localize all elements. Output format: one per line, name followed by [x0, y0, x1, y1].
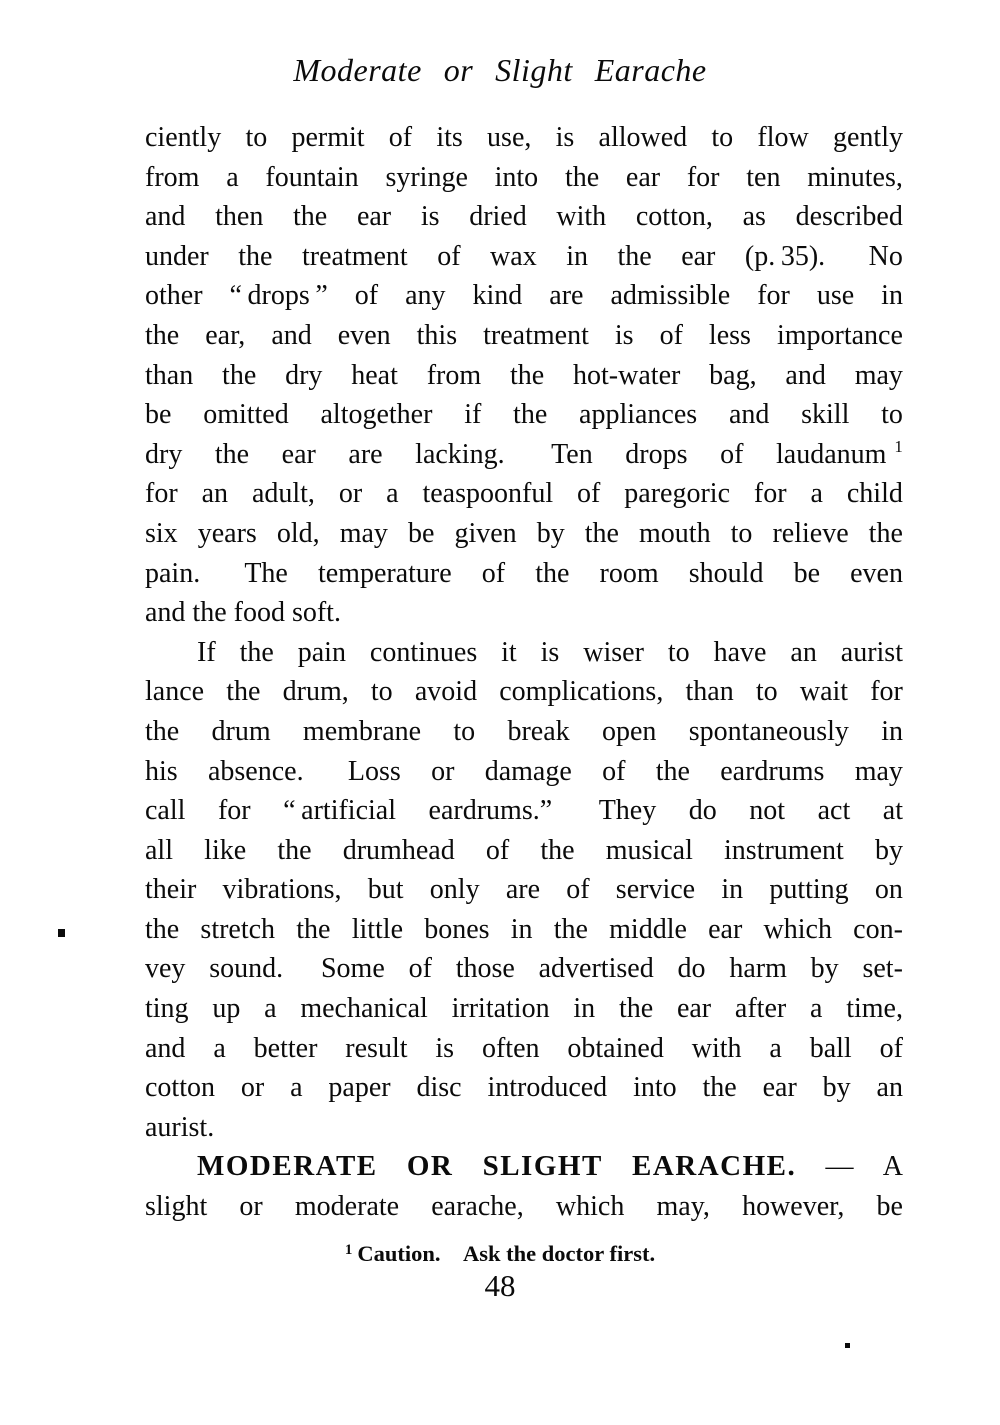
word: a	[810, 478, 823, 510]
word: EARACHE.	[632, 1150, 797, 1183]
word: by	[874, 834, 903, 866]
word: con-	[853, 913, 903, 945]
word: to	[881, 399, 903, 431]
word: six	[145, 517, 178, 549]
footnote	[0, 1241, 1000, 1267]
word: in	[721, 874, 744, 906]
word: “ drops ”	[229, 280, 328, 312]
word: in	[573, 993, 596, 1025]
text-line: aurist.	[145, 1111, 215, 1143]
word: the	[222, 359, 257, 391]
word: moderate	[294, 1191, 400, 1223]
word: is	[614, 319, 634, 351]
word: even	[850, 557, 903, 589]
text-line	[145, 672, 903, 712]
word: by	[536, 517, 565, 549]
word: temperature	[317, 557, 452, 589]
word: which	[763, 913, 832, 945]
running-head: Moderate or Slight Earache	[293, 52, 707, 88]
word: the	[535, 557, 570, 589]
word: their	[145, 874, 197, 906]
word: the	[238, 240, 273, 272]
word: a	[809, 993, 823, 1025]
word: harm	[729, 953, 787, 985]
word: heat	[351, 359, 398, 391]
word: ten	[746, 161, 781, 193]
text-line	[145, 752, 903, 792]
word: of	[602, 755, 626, 787]
word: to	[667, 636, 690, 668]
word: from	[426, 359, 482, 391]
word: spontaneously	[688, 715, 849, 747]
word: hot-water	[573, 359, 681, 391]
footnote-marker: 1	[344, 1242, 353, 1258]
word: wax	[490, 240, 537, 272]
word: a	[290, 1072, 303, 1104]
word: be	[145, 399, 172, 431]
word: all	[145, 834, 173, 866]
word: MODERATE	[197, 1150, 378, 1183]
word: it	[501, 636, 517, 668]
text-line: and the food soft.	[145, 597, 341, 629]
word: ear,	[205, 319, 246, 351]
word: ball	[809, 1032, 852, 1064]
word: to	[755, 676, 778, 708]
word: adult,	[251, 478, 315, 510]
word: ear	[281, 438, 316, 470]
word: sound.	[209, 953, 298, 985]
text-line	[145, 633, 903, 673]
word: in	[510, 913, 533, 945]
word: continues	[369, 636, 478, 668]
word: and	[785, 359, 826, 391]
word: for	[870, 676, 903, 708]
word: bones	[424, 913, 490, 945]
word: and	[145, 1032, 186, 1064]
word: the	[277, 834, 312, 866]
word: or	[240, 1072, 265, 1104]
text-line	[145, 316, 903, 356]
word: vibrations,	[222, 874, 342, 906]
word: laudanum $^1$	[775, 436, 903, 470]
word: the	[214, 438, 250, 470]
word: introduced	[487, 1072, 608, 1104]
word: the	[293, 201, 328, 233]
word: minutes,	[807, 161, 903, 193]
word: a	[264, 993, 277, 1025]
word: drumhead	[342, 834, 455, 866]
word: little	[351, 913, 404, 945]
word: treatment	[301, 240, 408, 272]
word: middle	[609, 913, 687, 945]
word: membrane	[302, 715, 422, 747]
word: the	[239, 636, 274, 668]
word: kind	[472, 280, 523, 312]
word: have	[713, 636, 767, 668]
word: by	[822, 1072, 851, 1104]
word: for	[753, 478, 787, 510]
word: call	[145, 795, 186, 827]
word: the	[655, 755, 690, 787]
word: be	[407, 517, 435, 549]
word: result	[345, 1032, 408, 1064]
word: child	[846, 478, 903, 510]
word: fountain	[265, 161, 359, 193]
word: of	[720, 438, 744, 470]
word: teaspoonful	[422, 478, 554, 510]
word: room	[599, 557, 659, 589]
word: eardrums	[720, 755, 825, 787]
word: paregoric	[624, 478, 730, 510]
word: ear	[708, 913, 743, 945]
word: or	[338, 478, 363, 510]
word: of	[388, 122, 413, 153]
word: dried	[469, 201, 527, 233]
word: putting	[769, 874, 849, 906]
section-heading-line	[145, 1147, 903, 1187]
word: No	[868, 240, 903, 272]
word: less	[708, 319, 751, 351]
word: the	[226, 676, 261, 708]
word: damage	[484, 755, 572, 787]
word: but	[367, 874, 404, 906]
body-text	[145, 118, 903, 1227]
word: or	[239, 1191, 263, 1223]
word: wait	[799, 676, 849, 708]
word: the	[584, 517, 619, 549]
word: after	[734, 993, 787, 1025]
word: dry	[285, 359, 323, 391]
word: flow	[757, 122, 809, 153]
word: If	[197, 636, 216, 668]
word: importance	[776, 319, 903, 351]
word: musical	[605, 834, 693, 866]
word: ciently	[145, 122, 222, 153]
word: of	[437, 240, 461, 272]
word: which	[555, 1191, 625, 1223]
text-line	[145, 1068, 903, 1108]
word: with	[691, 1032, 742, 1064]
text-line	[145, 1187, 903, 1227]
word: is	[555, 122, 575, 153]
word: than	[685, 676, 734, 708]
word: if	[464, 399, 482, 431]
word: an	[876, 1072, 903, 1104]
word: obtained	[567, 1032, 664, 1064]
text-line	[145, 474, 903, 514]
word: admissible	[610, 280, 731, 312]
word: gently	[832, 122, 903, 153]
word: set-	[862, 953, 903, 985]
word: years	[197, 517, 257, 549]
word: for	[145, 478, 178, 510]
word: complications,	[499, 676, 664, 708]
word: of	[566, 874, 590, 906]
word: of	[879, 1032, 903, 1064]
word: ting	[145, 993, 189, 1025]
word: be	[876, 1191, 903, 1223]
word: to	[370, 676, 393, 708]
word: in	[881, 280, 903, 312]
word: relieve	[772, 517, 849, 549]
word: of	[485, 834, 510, 866]
word: better	[253, 1032, 318, 1064]
word: then	[215, 201, 264, 233]
word: given	[454, 517, 517, 549]
word: A	[882, 1151, 903, 1183]
word: drum	[211, 715, 271, 747]
word: avoid	[414, 676, 478, 708]
word: —	[825, 1151, 854, 1183]
word: are	[505, 874, 540, 906]
word: in	[566, 240, 588, 272]
word: aurist	[840, 636, 903, 668]
word: is	[540, 636, 560, 668]
word: lance	[145, 676, 205, 708]
footnote-text: Caution. Ask the doctor first.	[357, 1241, 656, 1266]
text-line	[145, 435, 903, 475]
word: altogether	[320, 399, 433, 431]
word: treatment	[483, 319, 589, 351]
word: is	[435, 1032, 455, 1064]
word: The	[244, 557, 288, 589]
word: Some	[320, 953, 385, 985]
word: use,	[487, 122, 532, 153]
word: use	[816, 280, 855, 312]
word: lacking.	[415, 438, 519, 470]
text-line	[145, 989, 903, 1029]
word: break	[507, 715, 570, 747]
word: of	[577, 478, 601, 510]
word: by	[810, 953, 839, 985]
word: should	[688, 557, 764, 589]
text-line	[145, 712, 903, 752]
word: for	[217, 795, 251, 827]
word: They	[598, 795, 657, 827]
word: may	[854, 359, 903, 391]
word: are	[348, 438, 383, 470]
word: old,	[276, 517, 320, 549]
word: do	[688, 795, 717, 827]
word: of	[408, 953, 432, 985]
text-line	[145, 910, 903, 950]
footnote-reference: 1	[894, 436, 903, 456]
text-line	[145, 949, 903, 989]
word: the	[540, 834, 575, 866]
word: “ artificial	[283, 795, 397, 827]
word: service	[615, 874, 696, 906]
word: a	[213, 1032, 226, 1064]
word: however,	[742, 1191, 845, 1223]
word: vey	[145, 953, 186, 985]
word: its	[436, 122, 463, 153]
word: a	[769, 1032, 782, 1064]
text-line	[145, 514, 903, 554]
text-line	[145, 197, 903, 237]
word: pain.	[145, 557, 215, 589]
word: an	[201, 478, 229, 510]
word: a	[386, 478, 399, 510]
word: may,	[656, 1191, 710, 1223]
word: any	[405, 280, 446, 312]
page-number: 48	[484, 1268, 516, 1303]
word: at	[882, 795, 903, 827]
word: drum,	[282, 676, 349, 708]
scan-speck	[845, 1343, 850, 1348]
word: syringe	[385, 161, 468, 193]
word: may	[854, 755, 903, 787]
text-line	[145, 554, 903, 594]
word: from	[145, 161, 200, 193]
word: act	[817, 795, 851, 827]
word: do	[677, 953, 706, 985]
word: this	[416, 319, 458, 351]
word: to	[245, 122, 268, 153]
word: the	[702, 1072, 737, 1104]
word: often	[481, 1032, 540, 1064]
word: like	[204, 834, 247, 866]
word: advertised	[538, 953, 654, 985]
word: (p. 35).	[744, 240, 840, 272]
word: cotton,	[635, 201, 713, 233]
word: to	[730, 517, 753, 549]
word: drops	[625, 438, 688, 470]
word: a	[226, 161, 239, 193]
word: irritation	[451, 993, 550, 1025]
word: absence.	[207, 755, 318, 787]
word: ear	[762, 1072, 797, 1104]
word: the	[618, 993, 654, 1025]
word: wiser	[583, 636, 644, 668]
word: omitted	[203, 399, 289, 431]
word: the	[617, 240, 652, 272]
word: ear	[676, 993, 712, 1025]
text-line	[145, 118, 903, 158]
word: for	[686, 161, 720, 193]
word: the	[513, 399, 548, 431]
word: or	[431, 755, 455, 787]
word: other	[145, 280, 203, 312]
word: time,	[846, 993, 903, 1025]
word: ear	[625, 161, 661, 193]
word: to	[453, 715, 476, 747]
scan-speck	[58, 929, 65, 937]
text-line	[145, 831, 903, 871]
word: those	[455, 953, 515, 985]
word: to	[711, 122, 734, 153]
word: of	[354, 280, 379, 312]
word: the	[564, 161, 600, 193]
word: eardrums.”	[428, 795, 567, 827]
word: and	[728, 399, 770, 431]
word: into	[494, 161, 539, 193]
text-line	[145, 395, 903, 435]
word: only	[429, 874, 480, 906]
word: into	[633, 1072, 677, 1104]
text-line	[145, 870, 903, 910]
word: open	[601, 715, 657, 747]
word: ear	[356, 201, 392, 233]
word: are	[549, 280, 584, 312]
word: with	[556, 201, 607, 233]
text-line	[145, 237, 903, 277]
word: and	[271, 319, 312, 351]
word: for	[757, 280, 790, 312]
word: slight	[145, 1191, 208, 1223]
word: the	[868, 517, 903, 549]
word: is	[420, 201, 440, 233]
word: than	[145, 359, 194, 391]
word: paper	[328, 1072, 391, 1104]
word: the	[296, 913, 331, 945]
word: instrument	[724, 834, 844, 866]
word: the	[553, 913, 588, 945]
word: mechanical	[300, 993, 428, 1025]
word: in	[881, 715, 903, 747]
text-line	[145, 1029, 903, 1069]
word: dry	[145, 438, 183, 470]
word: Loss	[347, 755, 401, 787]
word: pain	[297, 636, 346, 668]
word: appliances	[579, 399, 698, 431]
text-line	[145, 276, 903, 316]
word: and	[145, 201, 186, 233]
word: ear	[681, 240, 716, 272]
word: stretch	[200, 913, 276, 945]
word: on	[874, 874, 903, 906]
word: cotton	[145, 1072, 215, 1104]
word: of	[481, 557, 506, 589]
word: even	[337, 319, 391, 351]
word: skill	[801, 399, 850, 431]
word: the	[145, 715, 180, 747]
word: of	[659, 319, 683, 351]
word: earache,	[431, 1191, 524, 1223]
word: an	[790, 636, 817, 668]
word: not	[749, 795, 786, 827]
word: Ten	[551, 438, 593, 470]
word: disc	[416, 1072, 462, 1104]
text-line	[145, 356, 903, 396]
word: up	[212, 993, 241, 1025]
word: bag,	[709, 359, 757, 391]
word: mouth	[639, 517, 711, 549]
word: under	[145, 240, 209, 272]
word: his	[145, 755, 178, 787]
word: be	[793, 557, 820, 589]
word: described	[795, 201, 903, 233]
word: may	[339, 517, 388, 549]
word: allowed	[598, 122, 688, 153]
word: permit	[291, 122, 365, 153]
word: the	[509, 359, 545, 391]
text-line	[145, 791, 903, 831]
word: the	[145, 913, 180, 945]
word: OR	[406, 1150, 454, 1183]
word: SLIGHT	[482, 1150, 603, 1183]
text-line	[145, 158, 903, 198]
word: as	[742, 201, 766, 233]
word: the	[145, 319, 180, 351]
